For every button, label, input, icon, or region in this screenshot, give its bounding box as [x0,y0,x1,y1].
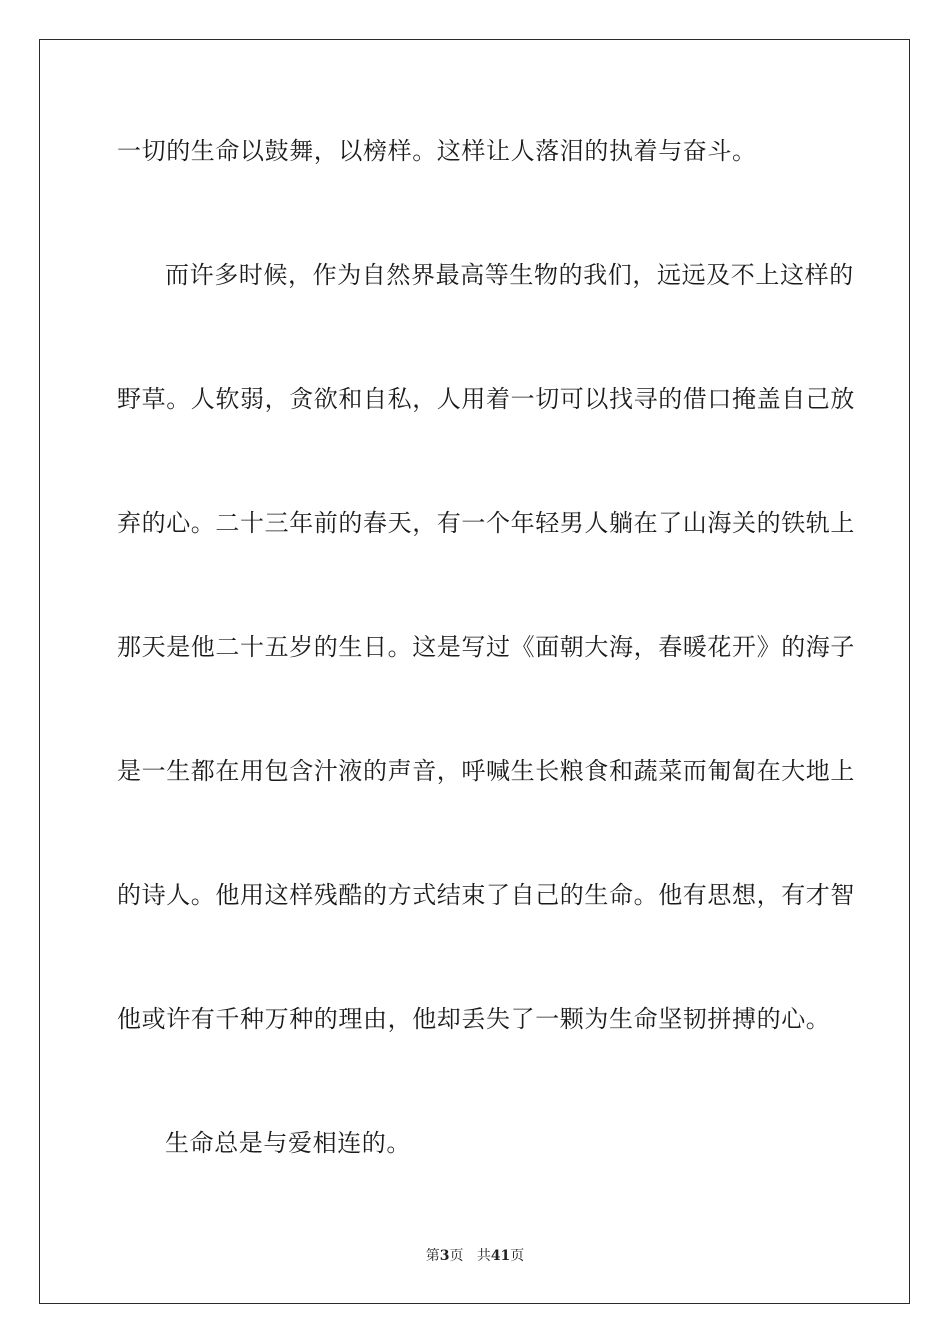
text-line-4: 弃的心。二十三年前的春天，有一个年轻男人躺在了山海关的铁轨上 [117,509,855,537]
footer-prefix: 第 [425,1248,440,1264]
page-border [39,39,910,1304]
text-line-8: 他或许有千种万种的理由，他却丢失了一颗为生命坚韧拼搏的心。 [117,1005,831,1033]
footer-page-suffix: 页 [449,1248,464,1264]
text-line-5: 那天是他二十五岁的生日。这是写过《面朝大海，春暖花开》的海子 [117,633,855,661]
page-footer [0,1247,950,1265]
text-line-2: 而许多时候，作为自然界最高等生物的我们，远远及不上这样的 [165,261,854,289]
text-line-1: 一切的生命以鼓舞，以榜样。这样让人落泪的执着与奋斗。 [117,137,757,165]
text-line-7: 的诗人。他用这样残酷的方式结束了自己的生命。他有思想，有才智 [117,881,855,909]
text-line-3: 野草。人软弱，贪欲和自私，人用着一切可以找寻的借口掩盖自己放 [117,385,855,413]
footer-page-number: 3 [439,1248,450,1264]
footer-total-pages: 41 [490,1248,511,1264]
text-line-9: 生命总是与爱相连的。 [165,1129,411,1157]
text-line-6: 是一生都在用包含汁液的声音，呼喊生长粮食和蔬菜而匍匐在大地上 [117,757,855,785]
footer-total-prefix: 共 [476,1248,491,1264]
footer-total-suffix: 页 [510,1248,525,1264]
